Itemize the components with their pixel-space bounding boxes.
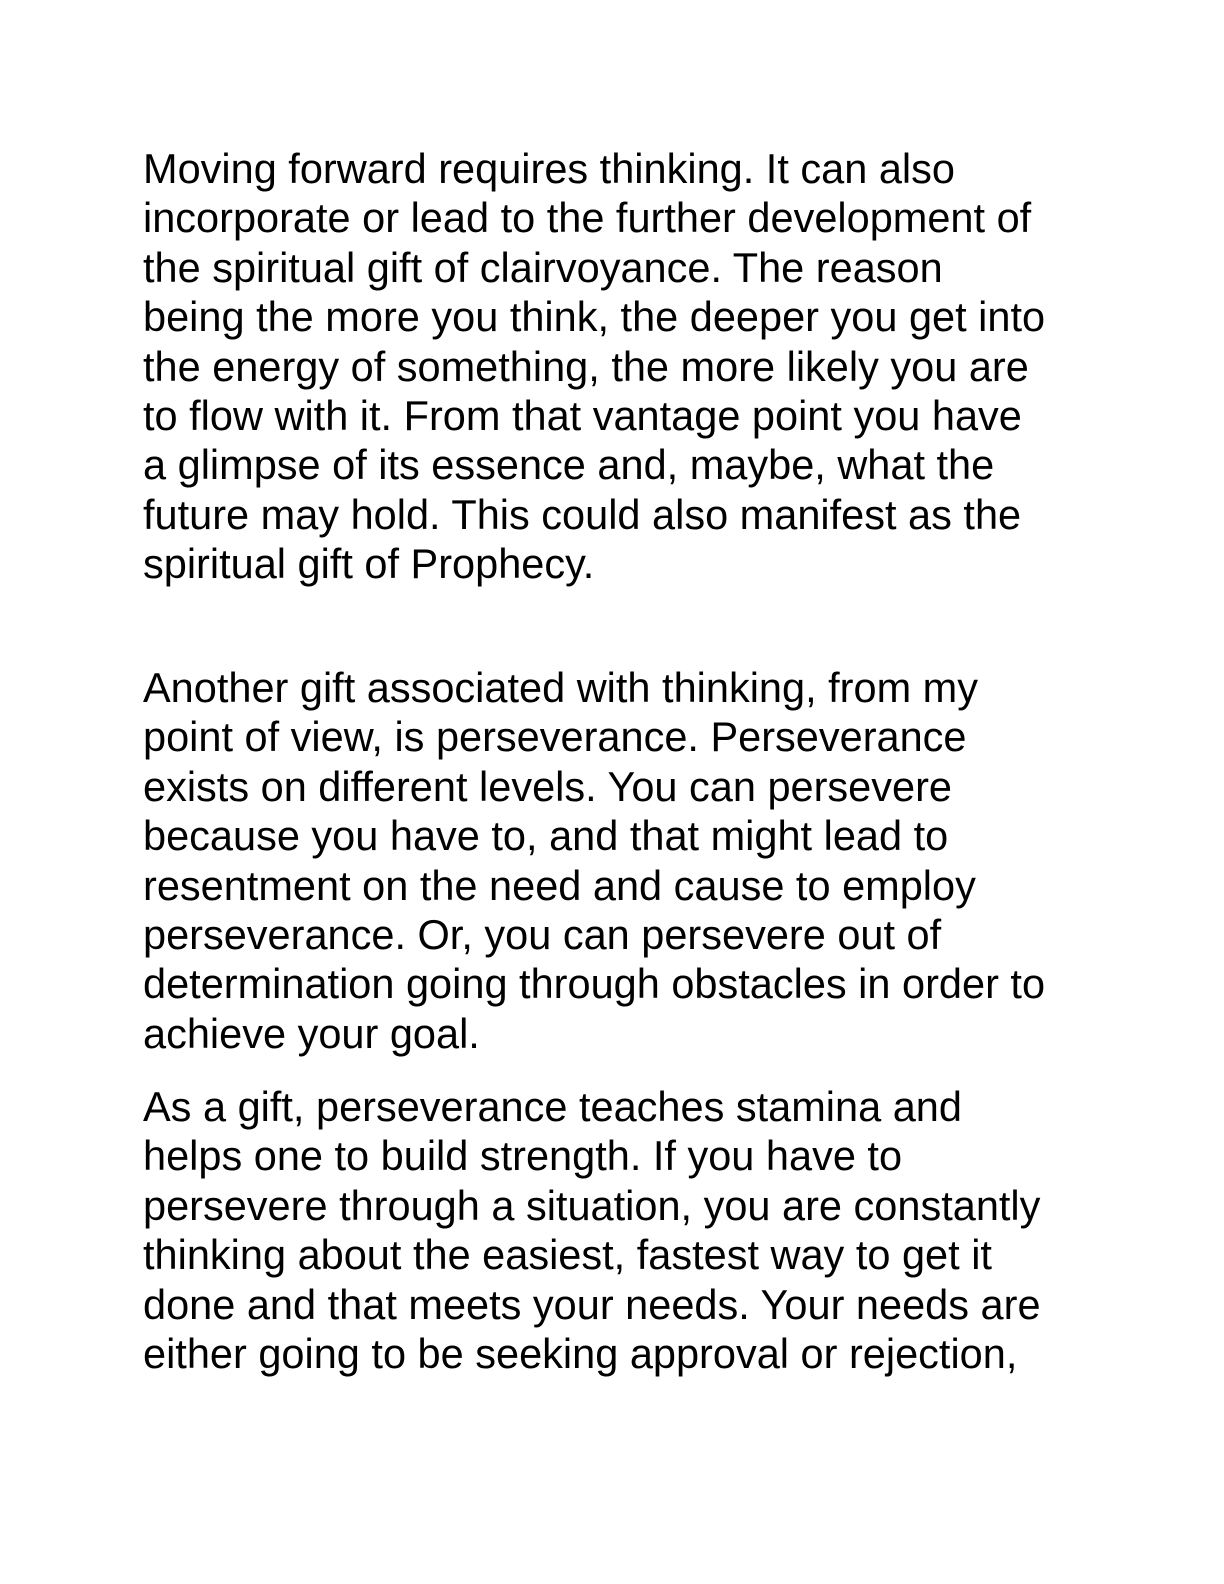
paragraph-line: the energy of something, the more likely you are xyxy=(143,342,1029,390)
paragraph-line: As a gift, perseverance teaches stamina and xyxy=(143,1083,962,1130)
paragraph-line: perseverance. Or, you can persevere out of xyxy=(143,911,942,959)
paragraph-line: Moving forward requires thinking. It can also xyxy=(143,145,955,192)
paragraph-line: incorporate or lead to the further development of xyxy=(143,194,1032,242)
paragraph-line: a glimpse of its essence and, maybe, what the xyxy=(143,441,995,489)
paragraph-line: the spiritual gift of clairvoyance. The reason xyxy=(143,243,943,291)
paragraph-line: helps one to build strength. If you have to xyxy=(143,1132,903,1180)
paragraph-line: resentment on the need and cause to employ xyxy=(143,861,976,909)
paragraph-line: thinking about the easiest, fastest way to get it xyxy=(143,1231,992,1279)
paragraph-line: point of view, is perseverance. Perseverance xyxy=(143,713,967,761)
paragraph-line: because you have to, and that might lead to xyxy=(143,812,949,860)
paragraph-line: either going to be seeking approval or rejection, xyxy=(143,1330,1018,1378)
paragraph-line: persevere through a situation, you are constantly xyxy=(143,1181,1041,1229)
paragraph-line: done and that meets your needs. Your needs are xyxy=(143,1280,1041,1328)
paragraph-line: determination going through obstacles in order to xyxy=(143,960,1046,1008)
paragraph-line: Another gift associated with thinking, from my xyxy=(143,664,978,711)
paragraph-line: achieve your goal. xyxy=(143,1009,480,1057)
paragraph-line: spiritual gift of Prophecy. xyxy=(143,540,595,588)
paragraph-2 xyxy=(143,663,1103,1058)
paragraph-line: to flow with it. From that vantage point you have xyxy=(143,392,1022,440)
paragraph-1 xyxy=(143,144,1103,589)
paragraph-3 xyxy=(143,1082,1103,1378)
paragraph-line: future may hold. This could also manifest as the xyxy=(143,490,1022,538)
paragraph-line: exists on different levels. You can persevere xyxy=(143,762,952,810)
paragraph-line: being the more you think, the deeper you get into xyxy=(143,293,1046,341)
